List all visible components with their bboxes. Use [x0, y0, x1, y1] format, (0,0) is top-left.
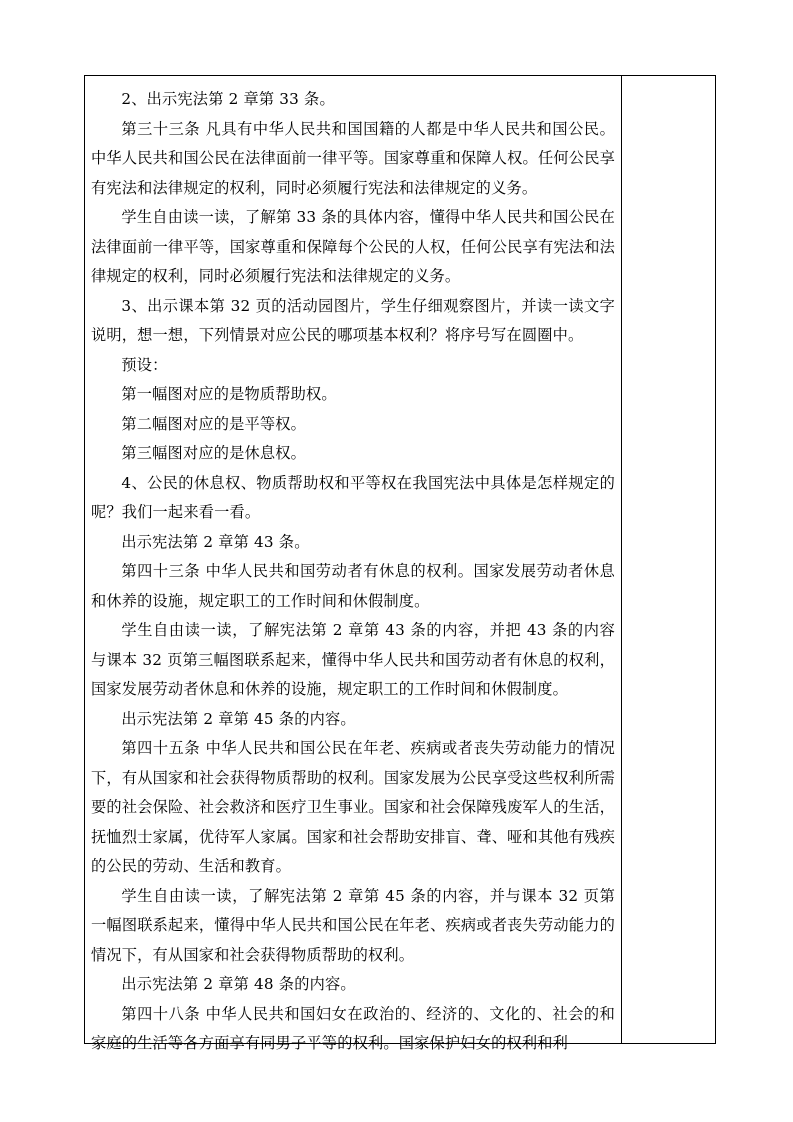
paragraph: 4、公民的休息权、物质帮助权和平等权在我国宪法中具体是怎样规定的呢？我们一起来看一看。	[91, 473, 615, 521]
paragraph: 2、出示宪法第 2 章第 33 条。	[121, 90, 335, 108]
paragraph: 第三幅图对应的是休息权。	[121, 444, 307, 462]
paragraph: 预设：	[121, 355, 168, 374]
paragraph: 学生自由读一读，了解宪法第 2 章第 43 条的内容，并把 43 条的内容与课本 32 页第三幅图联系起来，懂得中华人民共和国劳动者有休息的权利，国家发展劳动者休息和休养的设施，规定职工的工作时间和休假制度。	[91, 621, 615, 698]
paragraph: 3、出示课本第 32 页的活动园图片，学生仔细观察图片，并读一读文字说明，想一想，下列情景对应公民的哪项基本权利？将序号写在圆圈中。	[91, 296, 615, 344]
paragraph: 第三十三条 凡具有中华人民共和国国籍的人都是中华人民共和国公民。中华人民共和国公民在法律面前一律平等。国家尊重和保障人权。任何公民享有宪法和法律规定的权利，同时必须履行宪法和法律规定的义务。	[91, 119, 615, 197]
paragraph: 第四十五条 中华人民共和国公民在年老、疾病或者丧失劳动能力的情况下，有从国家和社会获得物质帮助的权利。国家发展为公民享受这些权利所需要的社会保险、社会救济和医疗卫生事业。国家和社会保障残废军人的生活，抚恤烈士家属，优待军人家属。国家和社会帮助安排盲、聋、哑和其他有残疾的公民的劳动、生活和教育。	[91, 739, 615, 875]
paragraph: 出示宪法第 2 章第 48 条的内容。	[121, 975, 356, 993]
paragraph: 学生自由读一读，了解第 33 条的具体内容，懂得中华人民共和国公民在法律面前一律平等，国家尊重和保障每个公民的人权，任何公民享有宪法和法律规定的权利，同时必须履行宪法和法律规定的义务。	[91, 208, 615, 285]
paragraph: 第四十八条 中华人民共和国妇女在政治的、经济的、文化的、社会的和家庭的生活等各方面享有同男子平等的权利。国家保护妇女的权利和利	[91, 1004, 615, 1052]
paragraph: 第四十三条 中华人民共和国劳动者有休息的权利。国家发展劳动者休息和休养的设施，规定职工的工作时间和休假制度。	[91, 562, 615, 610]
paragraph: 学生自由读一读，了解宪法第 2 章第 45 条的内容，并与课本 32 页第一幅图联系起来，懂得中华人民共和国公民在年老、疾病或者丧失劳动能力的情况下，有从国家和社会获得物质帮助的权利。	[91, 886, 615, 964]
paragraph: 出示宪法第 2 章第 43 条。	[121, 532, 310, 551]
lesson-table	[84, 75, 716, 1052]
column-divider	[621, 76, 622, 1043]
paragraph: 出示宪法第 2 章第 45 条的内容。	[121, 709, 356, 728]
paragraph: 第二幅图对应的是平等权。	[121, 414, 307, 433]
paragraph: 第一幅图对应的是物质帮助权。	[121, 385, 337, 403]
lesson-content-cell	[85, 76, 621, 1052]
